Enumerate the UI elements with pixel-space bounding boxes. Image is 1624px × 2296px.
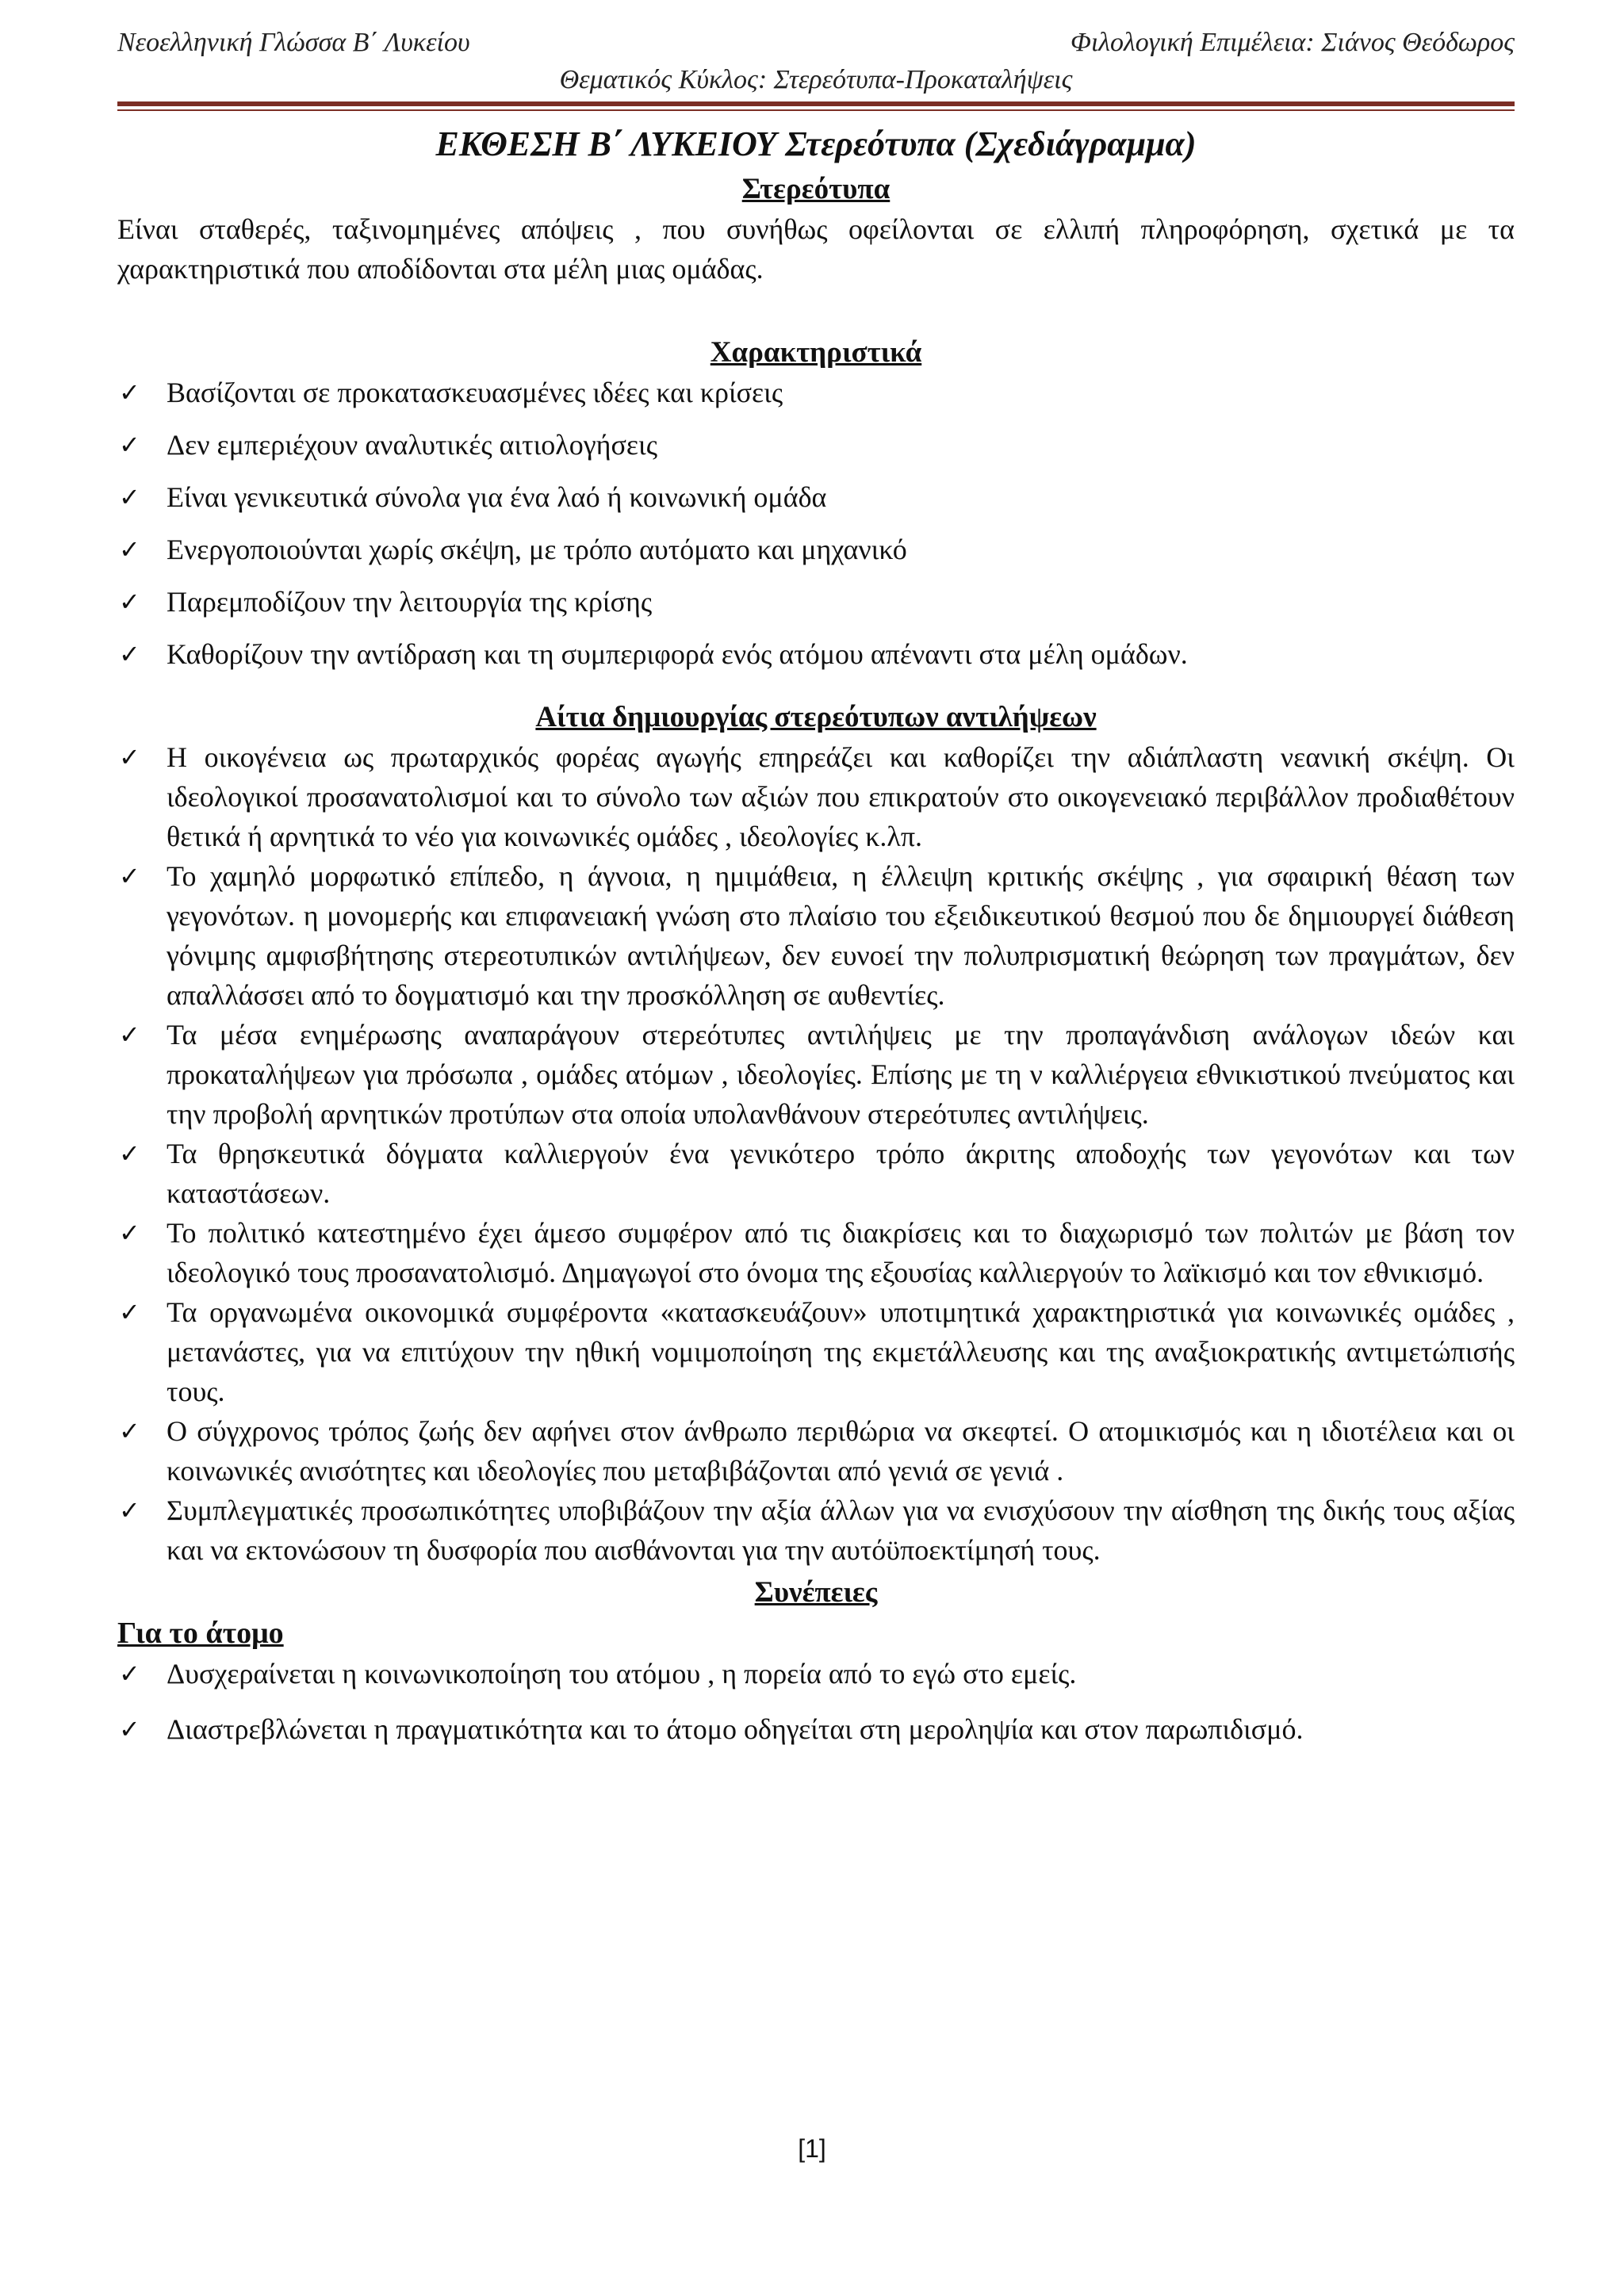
header-theme: Θεματικός Κύκλος: Στερεότυπα-Προκαταλήψεις xyxy=(559,65,1073,94)
checkmark-icon: ✓ xyxy=(119,1218,140,1248)
definition-heading-text: Στερεότυπα xyxy=(741,173,891,205)
checkmark-icon: ✓ xyxy=(119,1659,140,1689)
list-item: ✓ Η οικογένεια ως πρωταρχικός φορέας αγωγής επηρεάζει και καθορίζει την αδιάπλαστη νεανική σκέψη. Οι ιδεολογικοί προσανατολισμοί και το σύνολο των αξιών που επικρατούν στο οικογενειακό περιβάλλον προδιαθέτουν θετικά ή αρνητικά το νέο για κοινωνικές ομάδες , ιδεολογίες κ.λπ. xyxy=(117,737,1515,856)
header-course: Νεοελληνική Γλώσσα Β΄ Λυκείου xyxy=(117,28,470,57)
consequences-heading-text: Συνέπειες xyxy=(754,1576,878,1609)
header-rule-thick xyxy=(117,101,1515,106)
checkmark-icon: ✓ xyxy=(119,587,140,617)
list-item: ✓ Τα οργανωμένα οικονομικά συμφέροντα «κατασκευάζουν» υποτιμητικά χαρακτηριστικά για κοινωνικές ομάδες , μετανάστες, για να επιτύχουν την ηθική νομιμοποίηση της εκμετάλλευσης και της αναξιοκρατικής αντιμετώπισής τους. xyxy=(117,1292,1515,1411)
checkmark-icon: ✓ xyxy=(119,1495,140,1525)
checkmark-icon: ✓ xyxy=(119,1138,140,1169)
checkmark-icon: ✓ xyxy=(119,1714,140,1744)
checkmark-icon: ✓ xyxy=(119,377,140,408)
checkmark-icon: ✓ xyxy=(119,430,140,460)
causes-list xyxy=(117,737,1515,1570)
list-item: ✓ Διαστρεβλώνεται η πραγματικότητα και το άτομο οδηγείται στη μεροληψία και στον παρωπιδισμό. xyxy=(117,1706,1515,1752)
causes-heading-text: Αίτια δημιουργίας στερεότυπων αντιλήψεων xyxy=(535,701,1097,733)
list-item: ✓ Δεν εμπεριέχουν αναλυτικές αιτιολογήσεις xyxy=(117,425,1515,465)
characteristics-list xyxy=(117,373,1515,674)
characteristics-heading xyxy=(117,333,1515,373)
list-item: ✓ Παρεμποδίζουν την λειτουργία της κρίσης xyxy=(117,582,1515,622)
checkmark-icon: ✓ xyxy=(119,861,140,891)
causes-heading xyxy=(117,698,1515,737)
consequences-list xyxy=(117,1654,1515,1752)
list-item: ✓ Το πολιτικό κατεστημένο έχει άμεσο συμφέρον από τις διακρίσεις και το διαχωρισμό των πολιτών με βάση τον ιδεολογικό τους προσανατολισμό. Δημαγωγοί στο όνομα της εξουσίας καλλιεργούν το λαϊκισμό και τον εθνικισμό. xyxy=(117,1213,1515,1292)
consequences-subheading: Για το άτομο xyxy=(117,1617,284,1650)
checkmark-icon: ✓ xyxy=(119,534,140,564)
list-item: ✓ Τα θρησκευτικά δόγματα καλλιεργούν ένα γενικότερο τρόπο άκριτης αποδοχής των γεγονότων και των καταστάσεων. xyxy=(117,1134,1515,1213)
list-item: ✓ Δυσχεραίνεται η κοινωνικοποίηση του ατόμου , η πορεία από το εγώ στο εμείς. xyxy=(117,1654,1515,1693)
characteristics-heading-text: Χαρακτηριστικά xyxy=(710,336,922,369)
list-item: ✓ Ο σύγχρονος τρόπος ζωής δεν αφήνει στον άνθρωπο περιθώρια να σκεφτεί. Ο ατομικισμός και η ιδιοτέλεια και οι κοινωνικές ανισότητες και ιδεολογίες που μεταβιβάζονται από γενιά σε γενιά . xyxy=(117,1411,1515,1490)
running-header xyxy=(117,24,1515,62)
list-item: ✓ Είναι γενικευτικά σύνολα για ένα λαό ή κοινωνική ομάδα xyxy=(117,477,1515,517)
list-item: ✓ Τα μέσα ενημέρωσης αναπαράγουν στερεότυπες αντιλήψεις με την προπαγάνδιση ανάλογων ιδεών και προκαταλήψεων για πρόσωπα , ομάδες ατόμων , ιδεολογίες. Επίσης με τη ν καλλιέργεια εθνικιστικού πνεύματος και την προβολή αρνητικών προτύπων στα οποία υπολανθάνουν στερεότυπες αντιλήψεις. xyxy=(117,1015,1515,1134)
page-title: ΕΚΘΕΣΗ Β΄ ΛΥΚΕΙΟΥ Στερεότυπα (Σχεδιάγραμμα) xyxy=(435,124,1197,163)
checkmark-icon: ✓ xyxy=(119,1020,140,1050)
checkmark-icon: ✓ xyxy=(119,1416,140,1446)
page-number: [1] xyxy=(798,2134,826,2163)
list-item: ✓ Το χαμηλό μορφωτικό επίπεδο, η άγνοια, η ημιμάθεια, η έλλειψη κριτικής σκέψης , για σφαιρική θέαση των γεγονότων. η μονομερής και επιφανειακή γνώση στο πλαίσιο του εξειδικευτικού θεσμού που δε δημιουργεί διάθεση γόνιμης αμφισβήτησης στερεοτυπικών αντιλήψεων, δεν ευνοεί την πολυπρισματική θεώρηση των πραγμάτων, δεν απαλλάσσει από το δογματισμό και την προσκόλληση σε αυθεντίες. xyxy=(117,856,1515,1015)
checkmark-icon: ✓ xyxy=(119,742,140,772)
list-item: ✓ Ενεργοποιούνται χωρίς σκέψη, με τρόπο αυτόματο και μηχανικό xyxy=(117,530,1515,569)
list-item: ✓ Βασίζονται σε προκατασκευασμένες ιδέες και κρίσεις xyxy=(117,373,1515,412)
document-page xyxy=(117,24,1515,1765)
definition-text: Είναι σταθερές, ταξινομημένες απόψεις , που συνήθως οφείλονται σε ελλιπή πληροφόρηση, σχετικά με τα χαρακτηριστικά που αποδίδονται στα μέλη μιας ομάδας. xyxy=(117,213,1515,285)
header-rule-thin xyxy=(117,109,1515,111)
list-item: ✓ Καθορίζουν την αντίδραση και τη συμπεριφορά ενός ατόμου απέναντι στα μέλη ομάδων. xyxy=(117,634,1515,674)
header-editor: Φιλολογική Επιμέλεια: Σιάνος Θεόδωρος xyxy=(1070,28,1515,57)
list-item: ✓ Συμπλεγματικές προσωπικότητες υποβιβάζουν την αξία άλλων για να ενισχύσουν την αίσθηση της δικής τους αξίας και να εκτονώσουν τη δυσφορία που αισθάνονται για την αυτόϋποεκτίμησή τους. xyxy=(117,1490,1515,1570)
checkmark-icon: ✓ xyxy=(119,639,140,669)
checkmark-icon: ✓ xyxy=(119,482,140,512)
definition-heading xyxy=(117,170,1515,209)
checkmark-icon: ✓ xyxy=(119,1297,140,1327)
consequences-heading xyxy=(117,1573,1515,1613)
